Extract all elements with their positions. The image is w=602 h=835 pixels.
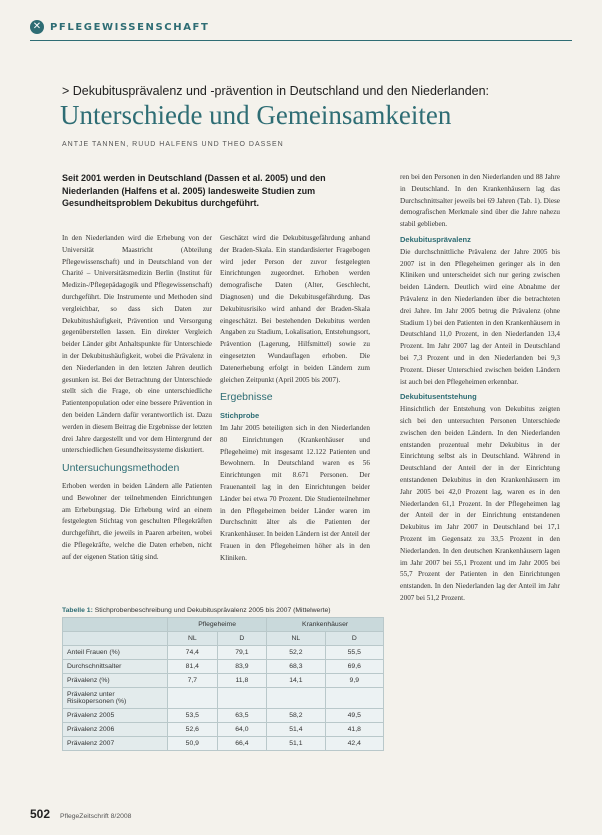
table-sub-header: D: [325, 632, 383, 646]
data-table-container: [62, 607, 384, 751]
section-title: PFLEGEWISSENSCHAFT: [50, 21, 210, 33]
article-kicker: > Dekubitusprävalenz und -prävention in Deutschland und den Niederlanden:: [62, 84, 490, 98]
table-row-label: Prävalenz unter Risikopersonen (%): [63, 688, 168, 709]
table-cell: 63,5: [217, 709, 267, 723]
table-group-header: Krankenhäuser: [267, 618, 384, 632]
paragraph: ren bei den Personen in den Niederlanden und 88 Jahre in Deutschland. In den Krankenhäusern lag das Durchschnittsalter jeweils bei 69 Jahren (Tab. 1). Diese demografischen Merkmale sind über die Jahre nahezu stabil geblieben.: [400, 173, 560, 229]
table-cell: 41,8: [325, 723, 383, 737]
table-cell: 58,2: [267, 709, 325, 723]
table-row-label: Prävalenz (%): [63, 674, 168, 688]
table-row: [63, 660, 384, 674]
table-sub-header-row: [63, 632, 384, 646]
paragraph: Hinsichtlich der Entstehung von Dekubitus zeigten sich bei den untersuchten Personen Unterschiede zwischen den beiden Ländern. In den Niederlanden entstanden prozentual mehr Dekubitus in der Einrichtung selbst als in Deutschland. Während in Deutschland der Anteil der in der Einrichtung entstandenen Dekubitus in den Krankenhäusern im Jahr 2005 bei 42,0 Prozent lag, waren es in den Niederlanden 61,1 Prozent. In der Pflegeheimen lag der Anteil der in der Einrichtung entstandenen Dekubitus im Jahr 2007 in Deutschland bei 17,1 Prozent im Gegensatz zu 33,5 Prozent in den Niederlanden. In den deutschen Krankenhäusern lagen im Jahr 2007 bei 55,1 Prozent und im Jahr 2005 bei 55,7 Prozent der Patienten in den Einrichtungen entstanden. In den Niederlanden lag der Anteil im Jahr 2007 bei 51,2 Prozent.: [400, 405, 560, 602]
paragraph: Geschätzt wird die Dekubitusgefährdung anhand der Braden-Skala. Ein standardisierter Fragebogen wird jeder Person der zuvor festgelegten Einrichtungen zugeordnet. Erhoben werden demografische Daten (Alter, Geschlecht, Diagnosen) und die Dekubitusgefährdung. Das Dekubitusrisiko wird anhand der Braden-Skala eingeschätzt. Bei bestehenden Dekubitus werden Angaben zu Stadium, Lokalisation, Entstehungsort, Prävention (Lagerung, Hilfsmittel) sowie zu eingesetzten Wundauflagen erhoben. Die Datenerhebung erfolgt in beiden Ländern zum gleichen Zeitpunkt (April 2005 bis 2007).: [220, 234, 370, 384]
article-title: Unterschiede und Gemeinsamkeiten: [60, 100, 452, 130]
table-cell: [325, 688, 383, 709]
table-cell: [267, 688, 325, 709]
table-cell: 50,9: [168, 737, 218, 751]
table-row: [63, 737, 384, 751]
text-column-3: [400, 172, 560, 607]
table-row: [63, 688, 384, 709]
table-cell: 53,5: [168, 709, 218, 723]
table-corner-cell: [63, 632, 168, 646]
table-cell: 69,6: [325, 660, 383, 674]
table-cell: 9,9: [325, 674, 383, 688]
table-cell: 14,1: [267, 674, 325, 688]
table-cell: 51,1: [267, 737, 325, 751]
table-cell: 74,4: [168, 646, 218, 660]
section-heading: Ergebnisse: [220, 391, 273, 404]
table-group-header-row: [63, 618, 384, 632]
table-sub-header: NL: [168, 632, 218, 646]
paragraph: In den Niederlanden wird die Erhebung von der Universität Maastricht (Abteilung Pflegewissenschaft) und in Deutschland von der Charité – Universitätsmedizin Berlin (Institut für Medizin-/Pflegepädagogik und Pflegewissenschaft) durchgeführt. Die Instrumente und Methoden sind vergleichbar, so dass sich Daten zur Dekubitushäufigkeit, Prävention und Versorgung gegenüberstellen lassen. Ein direkter Vergleich beider Länder gibt Anhaltspunkte für Unterschiede in der Dekubitushäufigkeit, wobei die Prävalenz in den Niederlanden in den letzten Jahren deutlich gesunken ist. Bei der Betrachtung der Unterschiede stellt sich die Frage, ob eine unterschiedliche Patientenpopulation oder eine bessere Prävention in den beiden Ländern dafür verantwortlich ist. Dazu werden in diesem Beitrag die Ergebnisse der letzten drei Jahre dargestellt und vor dem Hintergrund der unterschiedlichen Gesundheitssysteme diskutiert.: [62, 234, 212, 455]
table-cell: 7,7: [168, 674, 218, 688]
table-cell: 52,6: [168, 723, 218, 737]
table-cell: 64,0: [217, 723, 267, 737]
table-row: [63, 674, 384, 688]
table-row-label: Prävalenz 2007: [63, 737, 168, 751]
table-caption: [62, 607, 384, 614]
table-row-label: Anteil Frauen (%): [63, 646, 168, 660]
table-group-header: Pflegeheime: [168, 618, 267, 632]
table-cell: 51,4: [267, 723, 325, 737]
table-sub-header: D: [217, 632, 267, 646]
table-row: [63, 709, 384, 723]
table-cell: 42,4: [325, 737, 383, 751]
table-corner-cell: [63, 618, 168, 632]
table-cell: 11,8: [217, 674, 267, 688]
table-cell: 66,4: [217, 737, 267, 751]
table-cell: [217, 688, 267, 709]
section-header: [30, 14, 572, 41]
section-logo-icon: ✕: [30, 20, 44, 34]
article-lead: Seit 2001 werden in Deutschland (Dassen et al. 2005) und den Niederlanden (Halfens et al. 2005) landesweite Studien zum Gesundheitsproblem Dekubitus durchgeführt.: [62, 173, 326, 208]
table-cell: 83,9: [217, 660, 267, 674]
table-row: [63, 723, 384, 737]
paragraph: Die durchschnittliche Prävalenz der Jahre 2005 bis 2007 ist in den Pflegeheimen geringer als in den Kliniken und unterscheidet sich nur gering zwischen beiden Ländern. Deutlich wird eine Abnahme der Prävalenz in den Niederlanden über die betrachteten drei Jahre. Im Jahr 2005 betrug die Prävalenz (ohne Stadium 1) bei den Patienten in den Krankenhäusern in Deutschland 11,0 Prozent, in den Niederlanden 13,4 Prozent. Im Jahr 2007 lag der Anteil in Deutschland bei 7,3 Prozent und in den Niederlanden bei 9,3 Prozent. Dieser Unterschied zwischen beiden Ländern ist auch bei den Pflegeheimen erkennbar.: [400, 247, 560, 386]
table-row: [63, 646, 384, 660]
subsection-heading: Stichprobe: [220, 411, 260, 421]
text-column-1: [62, 233, 212, 566]
text-column-2: [220, 233, 370, 567]
table-caption-label: Tabelle 1:: [62, 607, 93, 614]
subsection-heading: Dekubitusprävalenz: [400, 234, 471, 244]
paragraph: Erhoben werden in beiden Ländern alle Patienten und Bewohner der teilnehmenden Einrichtungen am Erhebungstag. Die Erhebung wird an einem festgelegten Stichtag von geschulten Pflegekräften durchgeführt, die jeweils in Paaren arbeiten, wobei die Pflegekräfte, welche die Daten erheben, nicht auf der eigenen Station tätig sind.: [62, 481, 212, 561]
table-sub-header: NL: [267, 632, 325, 646]
table-row-label: Prävalenz 2005: [63, 709, 168, 723]
table-caption-text: Stichprobenbeschreibung und Dekubitusprävalenz 2005 bis 2007 (Mittelwerte): [94, 607, 331, 614]
table-row-label: Durchschnittsalter: [63, 660, 168, 674]
table-cell: 81,4: [168, 660, 218, 674]
paragraph: Im Jahr 2005 beteiligten sich in den Niederlanden 80 Einrichtungen (Krankenhäuser und Pflegeheime) mit insgesamt 12.122 Patienten und Bewohnern. In Deutschland waren es 56 Einrichtungen mit 8.671 Personen. Der Frauenanteil lag in den Einrichtungen beider Länder bei etwa 70 Prozent. Die Studienteilnehmer in den Pflegeheimen beider Länder waren im Durchschnitt älter als die Patienten der Krankenhäuser. In beiden Ländern ist der Anteil der Frauen in den Pflegeheimen höher als in den Kliniken.: [220, 423, 370, 562]
journal-name: PflegeZeitschrift 8/2008: [60, 813, 132, 820]
subsection-heading: Dekubitusentstehung: [400, 392, 477, 402]
data-table: [62, 617, 384, 751]
table-cell: 68,3: [267, 660, 325, 674]
table-cell: [168, 688, 218, 709]
table-cell: 55,5: [325, 646, 383, 660]
page-footer: [30, 807, 131, 821]
section-heading: Untersuchungsmethoden: [62, 462, 180, 475]
table-cell: 52,2: [267, 646, 325, 660]
article-authors: ANTJE TANNEN, RUUD HALFENS UND THEO DASSEN: [62, 141, 284, 148]
table-cell: 49,5: [325, 709, 383, 723]
page-number: 502: [30, 807, 51, 821]
table-cell: 79,1: [217, 646, 267, 660]
table-row-label: Prävalenz 2006: [63, 723, 168, 737]
